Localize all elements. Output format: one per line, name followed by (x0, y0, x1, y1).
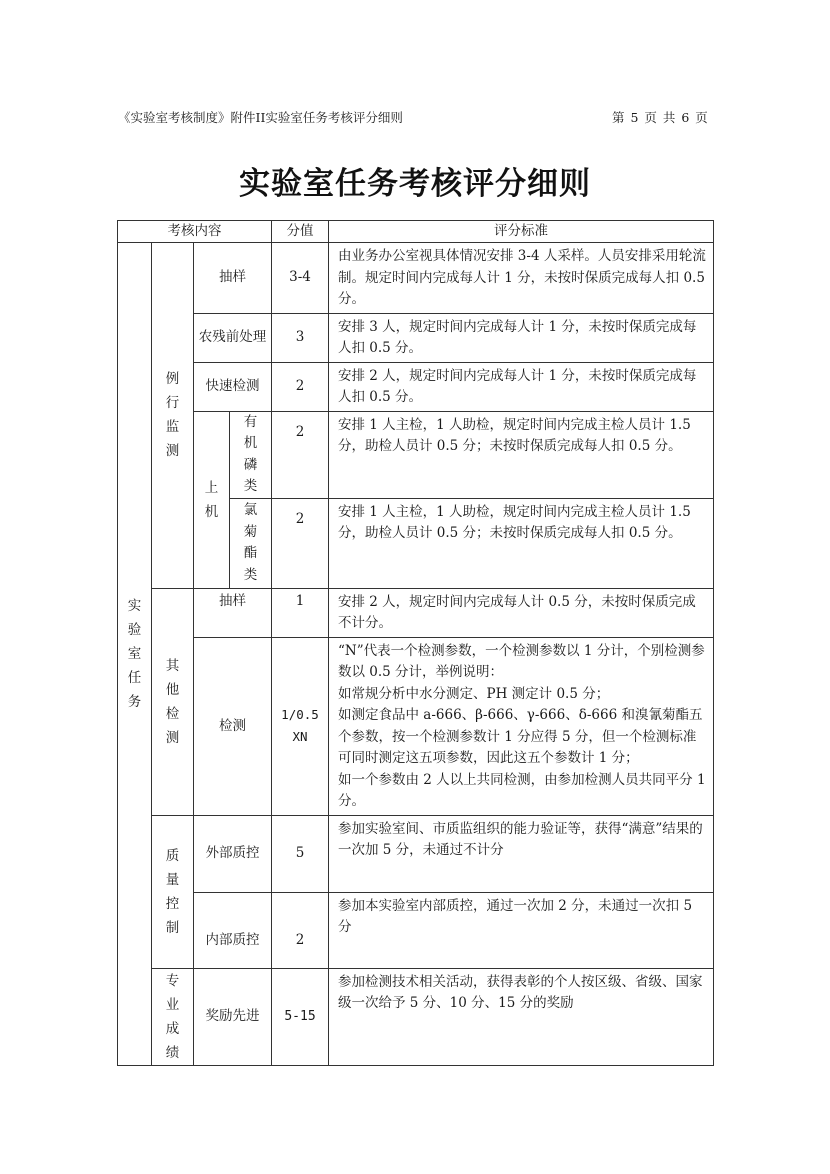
standard-cell: 安排 3 人，规定时间内完成每人计 1 分，未按时保质完成每人扣 0.5 分。 (329, 313, 714, 362)
table-row (118, 411, 714, 498)
section-label-quality: 质量控制 (152, 815, 194, 968)
column-header-score: 分值 (272, 221, 329, 243)
page-title: 实验室任务考核评分细则 (239, 166, 591, 202)
scoring-table (117, 220, 714, 1066)
section-label-achievement: 专业成绩 (152, 968, 194, 1065)
table-row (118, 815, 714, 892)
standard-cell: 参加检测技术相关活动，获得表彰的个人按区级、省级、国家级一次给予 5 分、10 分、15 分的奖励 (329, 968, 714, 1065)
item-label: 农残前处理 (194, 313, 272, 362)
group-label-lab-task: 实验室任务 (118, 243, 152, 1066)
item-label: 抽样 (194, 243, 272, 314)
item-label: 快速检测 (194, 362, 272, 411)
standard-paragraph: “N”代表一个检测参数，一个检测参数以 1 分计，个别检测参数以 0.5 分计，举例说明： (338, 642, 705, 680)
standard-cell: 由业务办公室视具体情况安排 3-4 人采样。人员安排采用轮流制。规定时间内完成每人计 1 分，未按时保质完成每人扣 0.5 分。 (329, 243, 714, 314)
item-label: 有机磷类 (230, 411, 272, 498)
table-row (118, 313, 714, 362)
table-header-row (118, 221, 714, 243)
table-row (118, 243, 714, 314)
column-header-standard: 评分标准 (329, 221, 714, 243)
running-header-page-number: 第 5 页 共 6 页 (612, 110, 709, 125)
section-label-routine: 例行监测 (152, 243, 194, 589)
standard-cell: 安排 1 人主检，1 人助检，规定时间内完成主检人员计 1.5 分，助检人员计 0.5 分；未按时保质完成每人扣 0.5 分。 (329, 498, 714, 588)
score-cell: 3 (272, 313, 329, 362)
item-label: 内部质控 (194, 892, 272, 968)
column-header-content: 考核内容 (118, 221, 272, 243)
score-cell: 5-15 (272, 968, 329, 1065)
score-cell: 2 (272, 411, 329, 498)
score-cell: 3-4 (272, 243, 329, 314)
table-row (118, 362, 714, 411)
table-row (118, 892, 714, 968)
subsection-label-machine: 上机 (194, 411, 230, 588)
score-cell: 2 (272, 892, 329, 968)
item-label: 奖励先进 (194, 968, 272, 1065)
item-label: 抽样 (194, 588, 272, 637)
score-cell: 2 (272, 362, 329, 411)
table-row (118, 637, 714, 815)
standard-cell: 安排 2 人，规定时间内完成每人计 0.5 分，未按时保质完成不计分。 (329, 588, 714, 637)
standard-cell (329, 637, 714, 815)
standard-cell: 参加实验室间、市质监组织的能力验证等，获得“满意”结果的一次加 5 分，未通过不计分 (329, 815, 714, 892)
score-cell: 1/0.5 XN (272, 637, 329, 815)
standard-cell: 参加本实验室内部质控，通过一次加 2 分，未通过一次扣 5 分 (329, 892, 714, 968)
item-label: 氯菊酯类 (230, 498, 272, 588)
section-label-other: 其他检测 (152, 588, 194, 815)
standard-paragraph: 如测定食品中 a-666、β-666、γ-666、δ-666 和溴氰菊酯五个参数，按一个检测参数计 1 分应得 5 分，但一个检测标准可同时测定这五项参数，因此这五个参数计 1 分； (338, 707, 703, 766)
running-header-title: 《实验室考核制度》附件II实验室任务考核评分细则 (118, 110, 403, 125)
score-cell: 2 (272, 498, 329, 588)
item-label: 外部质控 (194, 815, 272, 892)
item-label: 检测 (194, 637, 272, 815)
standard-paragraph: 如一个参数由 2 人以上共同检测，由参加检测人员共同平分 1 分。 (338, 771, 706, 809)
table-row (118, 588, 714, 637)
table-row (118, 968, 714, 1065)
score-cell: 1 (272, 588, 329, 637)
standard-cell: 安排 2 人，规定时间内完成每人计 1 分，未按时保质完成每人扣 0.5 分。 (329, 362, 714, 411)
standard-cell: 安排 1 人主检，1 人助检，规定时间内完成主检人员计 1.5 分，助检人员计 0.5 分；未按时保质完成每人扣 0.5 分。 (329, 411, 714, 498)
score-cell: 5 (272, 815, 329, 892)
standard-paragraph: 如常规分析中水分测定、PH 测定计 0.5 分； (338, 685, 610, 702)
